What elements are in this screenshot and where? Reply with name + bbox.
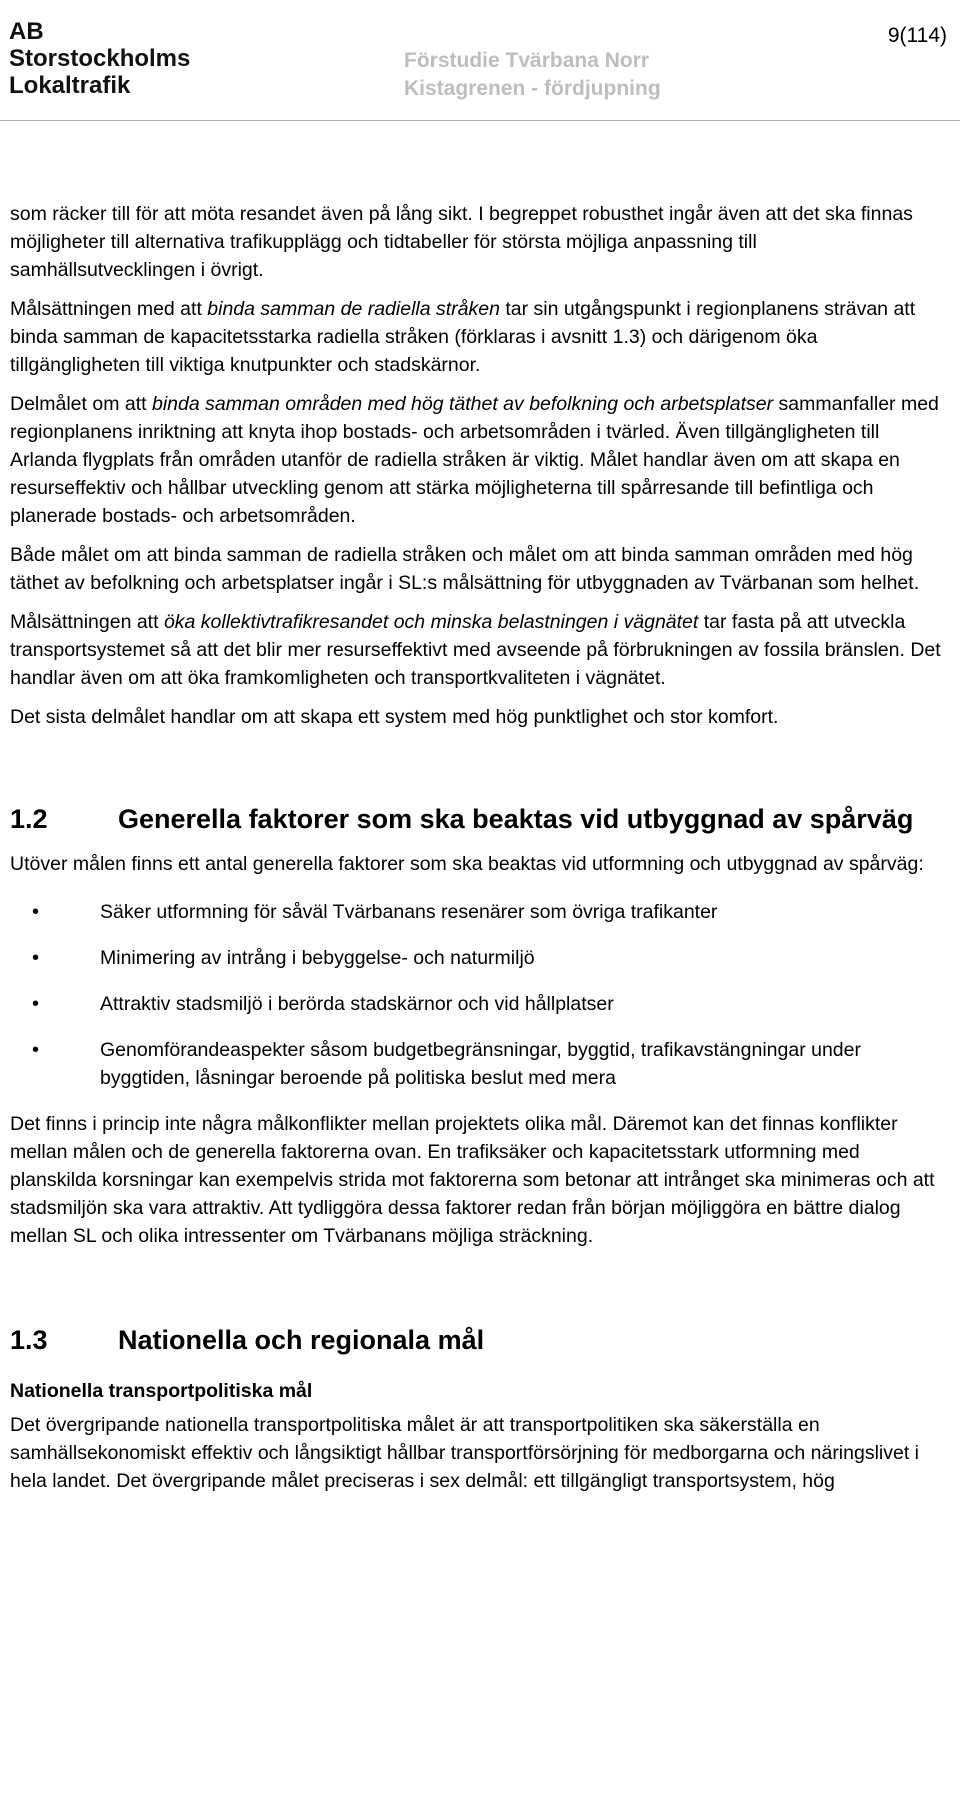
section-heading-1-2: [10, 802, 945, 836]
spacer: [10, 1261, 945, 1323]
paragraph: Utöver målen finns ett antal generella faktorer som ska beaktas vid utformning och utbyggnad av spårväg:: [10, 853, 924, 875]
paragraph: Det finns i princip inte några målkonflikter mellan projektets olika mål. Däremot kan det finnas konflikter mellan målen och de generella faktorerna ovan. En trafiksäker och kapacitetsstark utformning med planskilda korsningar kan exempelvis strida mot faktorerna som betonar att intrånget ska minimeras och att stadsmiljön ska vara attraktiv. Att tydliggöra dessa faktorer redan från början möjliggöra en bättre dialog mellan SL och olika intressenter om Tvärbanans möjliga sträckning.: [10, 1113, 935, 1247]
document-title-line2: Kistagrenen - fördjupning: [404, 77, 661, 100]
section-number: 1.3: [10, 1325, 48, 1355]
section-heading-1-3: [10, 1323, 945, 1357]
page-header: [0, 0, 960, 122]
text-run: Målsättningen med att: [10, 298, 208, 320]
text-run: Målsättningen att: [10, 611, 164, 633]
paragraph: [10, 295, 945, 379]
list-item: • Säker utformning för såväl Tvärbanans resenärer som övriga trafikanter: [10, 898, 945, 926]
subheading: Nationella transportpolitiska mål: [10, 1380, 313, 1402]
emphasis: binda samman områden med hög täthet av befolkning och arbetsplatser: [151, 393, 774, 415]
section-title: Nationella och regionala mål: [118, 1325, 485, 1355]
text-run: Delmålet om att: [10, 393, 152, 415]
paragraph: Det övergripande nationella transportpolitiska målet är att transportpolitiken ska säkerställa en samhällsekonomiskt effektiv och långsiktigt hållbar transportförsörjning för medborgarna och näringslivet i hela landet. Det övergripande målet preciseras i sex delmål: ett tillgängligt transportsystem, hög: [10, 1414, 920, 1492]
paragraph: [10, 390, 945, 530]
list-item: • Minimering av intrång i bebyggelse- och naturmiljö: [10, 944, 945, 972]
paragraph: Både målet om att binda samman de radiella stråken och målet om att binda samman områden med hög täthet av befolkning och arbetsplatser ingår i SL:s målsättning för utbyggnaden av Tvärbanan som helhet.: [10, 544, 920, 594]
paragraph: Det sista delmålet handlar om att skapa ett system med hög punktlighet och stor komfort.: [10, 706, 779, 728]
text-run: tar sin utgångspunkt i regionplanens strävan att binda samman de kapacitetsstarka radiella stråken (förklaras i avsnitt 1.3) och därigenom öka tillgängligheten till viktiga knutpunkter och stadskärnor.: [10, 298, 916, 376]
section-title: Generella faktorer som ska beaktas vid utbyggnad av spårväg: [118, 804, 914, 834]
emphasis: öka kollektivtrafikresandet och minska belastningen i vägnätet: [163, 611, 699, 633]
logo-line: Lokaltrafik: [9, 72, 131, 99]
text-run: tar fasta på att utveckla transportsystemet så att det blir mer resurseffektivt med avseende på förbrukningen av fossila bränslen. Det handlar även om att öka framkomligheten och transportkvaliteten i vägnätet.: [10, 611, 941, 689]
emphasis: binda samman de radiella stråken: [207, 298, 500, 320]
list-item: • Genomförandeaspekter såsom budgetbegränsningar, byggtid, trafikavstängningar under byggtiden, låsningar beroende på politiska beslut med mera: [10, 1036, 945, 1092]
document-title-line1: Förstudie Tvärbana Norr: [404, 49, 650, 72]
page-number: 9(114): [887, 24, 947, 47]
text-run: sammanfaller med regionplanens inriktning att knyta ihop bostads- och arbetsområden i tvärled. Även tillgängligheten till Arlanda flygplats från områden utanför de radiella stråken är viktig. Målet handlar även om att skapa en resurseffektiv och hållbar utveckling genom att stärka möjligheterna till spårresande till befintliga och planerade bostads- och arbetsområden.: [10, 393, 939, 527]
bullet-list: [10, 898, 945, 1092]
logo-line: Storstockholms: [9, 45, 191, 72]
sl-logo: [9, 18, 190, 99]
document-title: [404, 47, 661, 103]
section-number: 1.2: [10, 804, 48, 834]
paragraph: som räcker till för att möta resandet även på lång sikt. I begreppet robusthet ingår även att det ska finnas möjligheter till alternativa trafikupplägg och tidtabeller för största möjliga anpassning till samhällsutvecklingen i övrigt.: [10, 203, 913, 281]
paragraph: [10, 608, 945, 692]
list-item: • Attraktiv stadsmiljö i berörda stadskärnor och vid hållplatser: [10, 990, 945, 1018]
page-body: [10, 200, 945, 1506]
spacer: [10, 742, 945, 802]
logo-line: AB: [9, 18, 44, 45]
header-divider: [0, 120, 960, 121]
